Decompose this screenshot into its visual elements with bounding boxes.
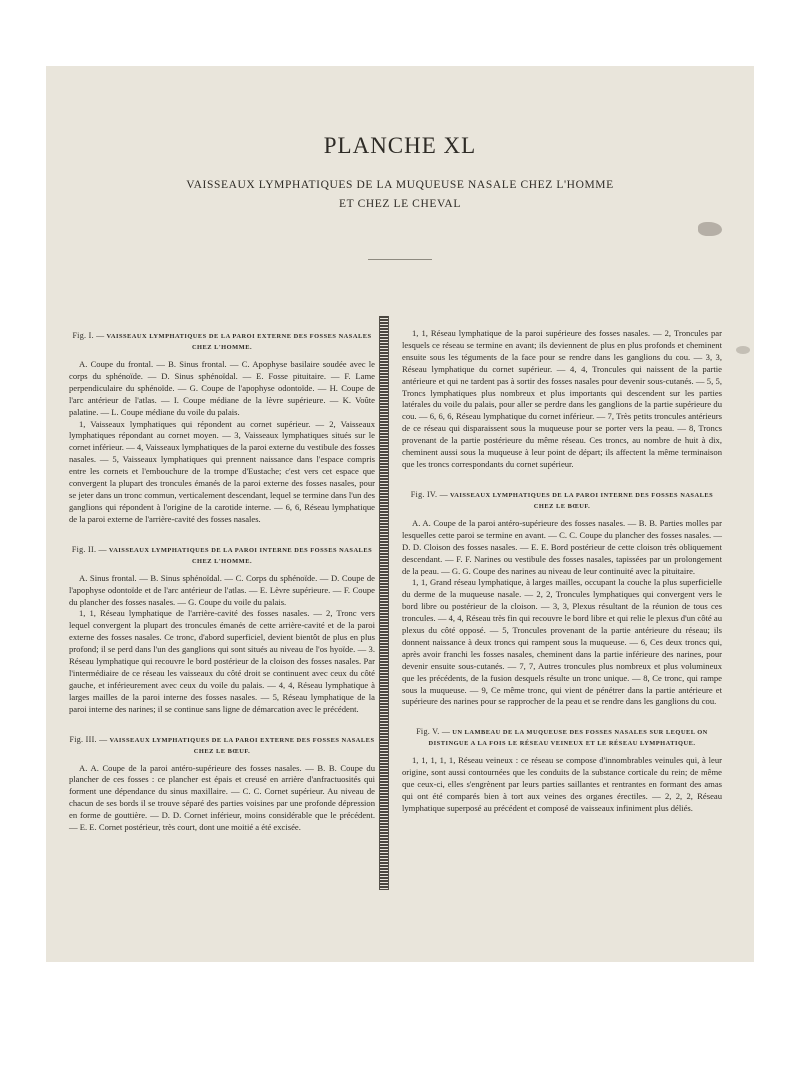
figure-caption-text: VAISSEAUX LYMPHATIQUES DE LA PAROI INTERNE DES FOSSES NASALES CHEZ LE BŒUF. [449, 491, 714, 510]
figure-caption [69, 544, 375, 567]
column-divider [379, 316, 389, 890]
figure-legend: A. Coupe du frontal. — B. Sinus frontal. — C. Apophyse basilaire soudée avec le corps du sphénoïde. — D. Sinus sphénoïdal. — E. Fosse pituitaire. — F. Lame perpendiculaire du sphénoïde. — G. Coupe de l'apophyse odontoïde. — H. Coupe de l'arc antérieur de l'atlas. — I. Coupe médiane de la lèvre supérieure. — K. Voûte palatine. — L. Coupe médiane du voile du palais. [69, 359, 375, 417]
figure-caption [69, 330, 375, 353]
figure-description: 1, 1, 1, 1, 1, Réseau veineux : ce réseau se compose d'innombrables veinules qui, à leur origine, sont aussi contournées que les conduits de la substance corticale du rein; de même que ceux-ci, elles s'engrènent par leurs parties saillantes et rentrantes en formant des amas qui ont été comparés bien à tort aux veines des organes érectiles. — 2, 2, 2, Réseau lymphatique superposé au précédent et composé de vaisseaux infiniment plus déliés. [402, 755, 722, 813]
figure-caption [69, 734, 375, 757]
figure-caption [402, 726, 722, 749]
figure-label: Fig. IV. — [410, 489, 448, 499]
figure-description: 1, 1, Réseau lymphatique de l'arrière-cavité des fosses nasales. — 2, Tronc vers lequel convergent la plupart des troncules émanés de cette arrière-cavité et de la paroi externe des fosses nasales. Ce tronc, d'abord superficiel, devient bientôt de plus en plus profond; il se perd dans l'un des ganglions qui sont situés au niveau de l'os hyoïde. — 3. Réseau lymphatique qui recouvre le bord postérieur de la cloison des fosses nasales. Par l'intermédiaire de ce réseau les vaisseaux du côté droit se continuent avec ceux du côté gauche, et inférieurement avec ceux du voile du palais. — 4, 4, Réseau lymphatique à larges mailles de la paroi interne des fosses nasales. — 5, Réseau lymphatique de la paroi interne des narines; il se continue sans ligne de démarcation avec le précédent. [69, 608, 375, 714]
figure-caption-text: VAISSEAUX LYMPHATIQUES DE LA PAROI EXTERNE DES FOSSES NASALES CHEZ L'HOMME. [106, 333, 372, 351]
paper-stain [736, 346, 750, 354]
figure-caption [402, 489, 722, 512]
figure-legend: A. A. Coupe de la paroi antéro-supérieure des fosses nasales. — B. B. Parties molles par lesquelles cette paroi se termine en avant. — C. C. Coupe du plancher des fosses nasales. — D. D. Cloison des fosses nasales. — E. E. Bord postérieur de cette cloison très obliquement descendant. — F. F. Narines ou vestibule des fosses nasales, tapissées par un prolongement de la peau. — G. G. Coupe des narines au niveau de leur continuité avec la pituitaire. [402, 517, 722, 576]
figure-description: 1, 1, Grand réseau lymphatique, à larges mailles, occupant la couche la plus superficielle du derme de la muqueuse nasale. — 2, 2, Troncules lymphatiques qui convergent vers le bord libre ou postérieur de la cloison. — 3, 3, Plexus résultant de la réunion de tous ces troncules. — 4, 4, Réseau très fin qui recouvre le bord libre et qui relie le plexus d'un côté au plexus du côté opposé. — 5, Troncules provenant de la partie antérieure du réseau; ils donnent naissance à deux troncs qui rampent sous la muqueuse. — 6, Ces deux troncs qui, après avoir franchi les fosses nasales, cheminent dans la partie inférieure des narines, pour devenir ensuite sous-cutanés. — 7, 7, Autres troncules plus nombreux et plus volumineux que les précédents, de la fusion desquels résulte un tronc unique. — 8, Ce tronc, qui rampe sous la muqueuse. — 9, Ce même tronc, qui vient de pénétrer dans la partie antérieure et supérieure des narines pour se rapprocher de la peau et se rendre dans les ganglions du cou. [402, 577, 722, 707]
title-rule [368, 259, 432, 260]
figure-description: 1, Vaisseaux lymphatiques qui répondent au cornet supérieur. — 2, Vaisseaux lymphatiques répondant au cornet moyen. — 3, Vaisseaux lymphatiques situés sur le cornet inférieur. — 4, Vaisseaux lymphatiques de la paroi externe du vestibule des fosses nasales. — 5, Vaisseaux lymphatiques qui prennent naissance dans l'espace compris entre les cornets et l'embouchure de la trompe d'Eustache; c'est vers cet espace que convergent la plupart des troncules émanés de la paroi externe des fosses nasales, pour se jeter dans un tronc commun, verticalement descendant, lequel se termine dans l'un des ganglions qui répondent à l'origine de la carotide interne. — 6, 6, Réseau lymphatique de la paroi externe de l'arrière-cavité des fosses nasales. [69, 418, 375, 524]
figure-legend: A. Sinus frontal. — B. Sinus sphénoïdal. — C. Corps du sphénoïde. — D. Coupe de l'apophyse odontoïde et de l'arc antérieur de l'atlas. — E. Lèvre supérieure. — F. Coupe du plancher des fosses nasales. — G. Coupe du voile du palais. [69, 572, 375, 607]
plate-title: PLANCHE XL [323, 133, 477, 159]
plate-subtitle-line: VAISSEAUX LYMPHATIQUES DE LA MUQUEUSE NASALE CHEZ L'HOMME [186, 179, 614, 191]
figure-label: Fig. V. — [416, 727, 451, 737]
figure-label: Fig. I. — [72, 331, 105, 340]
figure-caption-text: VAISSEAUX LYMPHATIQUES DE LA PAROI EXTERNE DES FOSSES NASALES CHEZ LE BŒUF. [109, 736, 375, 755]
plate-page [46, 66, 754, 962]
right-column [402, 328, 722, 815]
figure-label: Fig. II. — [71, 544, 107, 554]
figure-caption-text: VAISSEAUX LYMPHATIQUES DE LA PAROI INTERNE DES FOSSES NASALES CHEZ L'HOMME. [108, 546, 373, 565]
figure-legend: A. A. Coupe de la paroi antéro-supérieure des fosses nasales. — B. B. Coupe du plancher de ces fosses : ce plancher est épais et creusé en arrière d'anfractuosités qui forment une dépendance du sinus maxillaire. — C. C. Cornet supérieur. Au niveau de chacun de ses bords il se trouve séparé des parties voisines par une profonde dépression en forme de gouttière. — D. D. Cornet inférieur, moins considérable que le précédent. — E. E. Cornet postérieur, très court, dont une moitié a été excisée. [69, 762, 375, 833]
plate-subtitle [106, 176, 694, 214]
figure-caption-text: UN LAMBEAU DE LA MUQUEUSE DES FOSSES NASALES SUR LEQUEL ON DISTINGUE A LA FOIS LE RÉSEAU VEINEUX ET LE RÉSEAU LYMPHATIQUE. [428, 729, 708, 748]
left-column [69, 330, 375, 834]
figure-description: 1, 1, Réseau lymphatique de la paroi supérieure des fosses nasales. — 2, Troncules par lesquels ce réseau se termine en avant; ils deviennent de plus en plus profonds et cheminent ensuite sous les téguments de la face pour se rendre dans les ganglions du cou. — 3, 3, Réseau lymphatique du cornet supérieur. — 4, 4, Troncules qui naissent de la partie antérieure et qui ne tardent pas à sortir des fosses nasales pour devenir sous-cutanés. — 5, 5, Troncs lymphatiques plus nombreux et plus importants qui descendent sur les parties latérales du voile du palais, pour aller se perdre dans les ganglions de la partie supérieure du cou. — 6, 6, 6, Réseau lymphatique du cornet inférieur. — 7, Très petits troncules antérieurs de ce réseau qui disparaissent sous la muqueuse pour se porter vers la peau. — 8, Troncs provenant de la partie postérieure du même réseau. Ces troncs, au nombre de huit à dix, cheminent aussi sous la muqueuse à leur point de départ; ils affectent la même terminaison que les troncs correspondants du cornet supérieur. [402, 328, 722, 469]
plate-subtitle-line: ET CHEZ LE CHEVAL [339, 198, 461, 210]
figure-label: Fig. III. — [69, 734, 108, 744]
paper-stain [698, 222, 722, 236]
